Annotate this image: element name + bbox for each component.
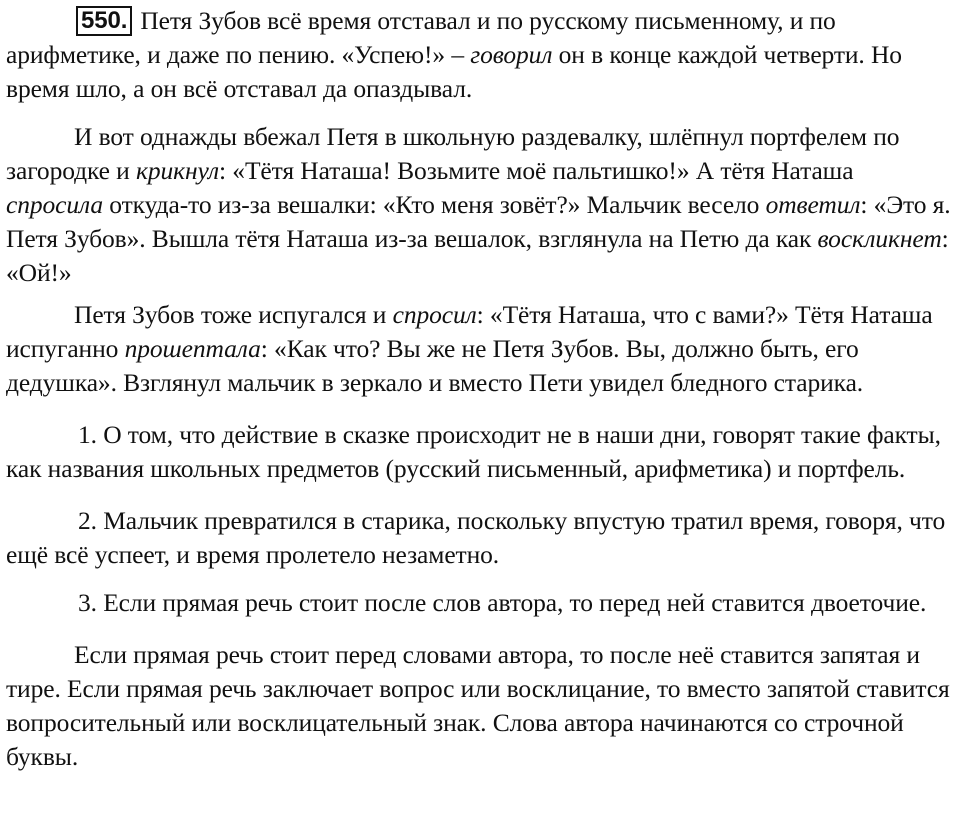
p2-italic-3: ответил [765, 190, 861, 219]
p2-italic-1: крикнул [135, 156, 220, 185]
exercise-number: 550. [76, 6, 132, 36]
p2-italic-2: спросила [6, 190, 104, 219]
story-paragraph-2 [6, 120, 954, 290]
final-rule-paragraph: Если прямая речь стоит перед словами автора, то после неё ставится запятая и тире. Если прямая речь заключает вопрос или восклицание, то вместо запятой ставится вопросительный или восклицательный знак. Слова автора начинаются со строчной буквы. [6, 640, 950, 771]
p1-text-1: Петя Зубов всё время отставал и по русскому письменному, и по арифметике, и даже по пению. «Успею!» – [6, 6, 836, 69]
answer-2: 2. Мальчик превратился в старика, поскольку впустую тратил время, говоря, что ещё всё успеет, и время пролетело незаметно. [6, 506, 946, 569]
p1-italic-1: говорил [470, 40, 553, 69]
p2-text-5: : «Ой!» [6, 224, 949, 287]
answer-3: 3. Если прямая речь стоит после слов автора, то перед ней ставится двоеточие. [78, 588, 927, 617]
p2-text-1: И вот однажды вбежал Петя в школьную раздевалку, шлёпнул портфелем по загородке и [6, 122, 900, 185]
p3-text-3: : «Как что? Вы же не Петя Зубов. Вы, должно быть, его дедушка». Взглянул мальчик в зеркало и вместо Пети увидел бледного старика. [6, 334, 864, 397]
p3-italic-1: спросил [392, 300, 477, 329]
story-paragraph-1 [6, 4, 954, 106]
p2-text-3: откуда-то из-за вешалки: «Кто меня зовёт?» Мальчик весело [103, 190, 766, 219]
answer-1: 1. О том, что действие в сказке происходит не в наши дни, говорят такие факты, как названия школьных предметов (русский письменный, арифметика) и портфель. [6, 420, 941, 483]
p2-text-2: : «Тётя Наташа! Возьмите моё пальтишко!» А тётя Наташа [219, 156, 854, 185]
p2-italic-4: воскликнет [817, 224, 942, 253]
p3-italic-2: прошептала [124, 334, 261, 363]
p3-text-2: : «Тётя Наташа, что с вами?» Тётя Наташа испуганно [6, 300, 933, 363]
story-paragraph-3 [6, 298, 954, 400]
p3-text-1: Петя Зубов тоже испугался и [74, 300, 393, 329]
exercise-page [6, 4, 954, 774]
p1-text-2: он в конце каждой четверти. Но время шло, а он всё отставал да опаздывал. [6, 40, 902, 103]
p2-text-4: : «Это я. Петя Зубов». Вышла тётя Наташа из-за вешалок, взглянула на Петю да как [6, 190, 951, 253]
